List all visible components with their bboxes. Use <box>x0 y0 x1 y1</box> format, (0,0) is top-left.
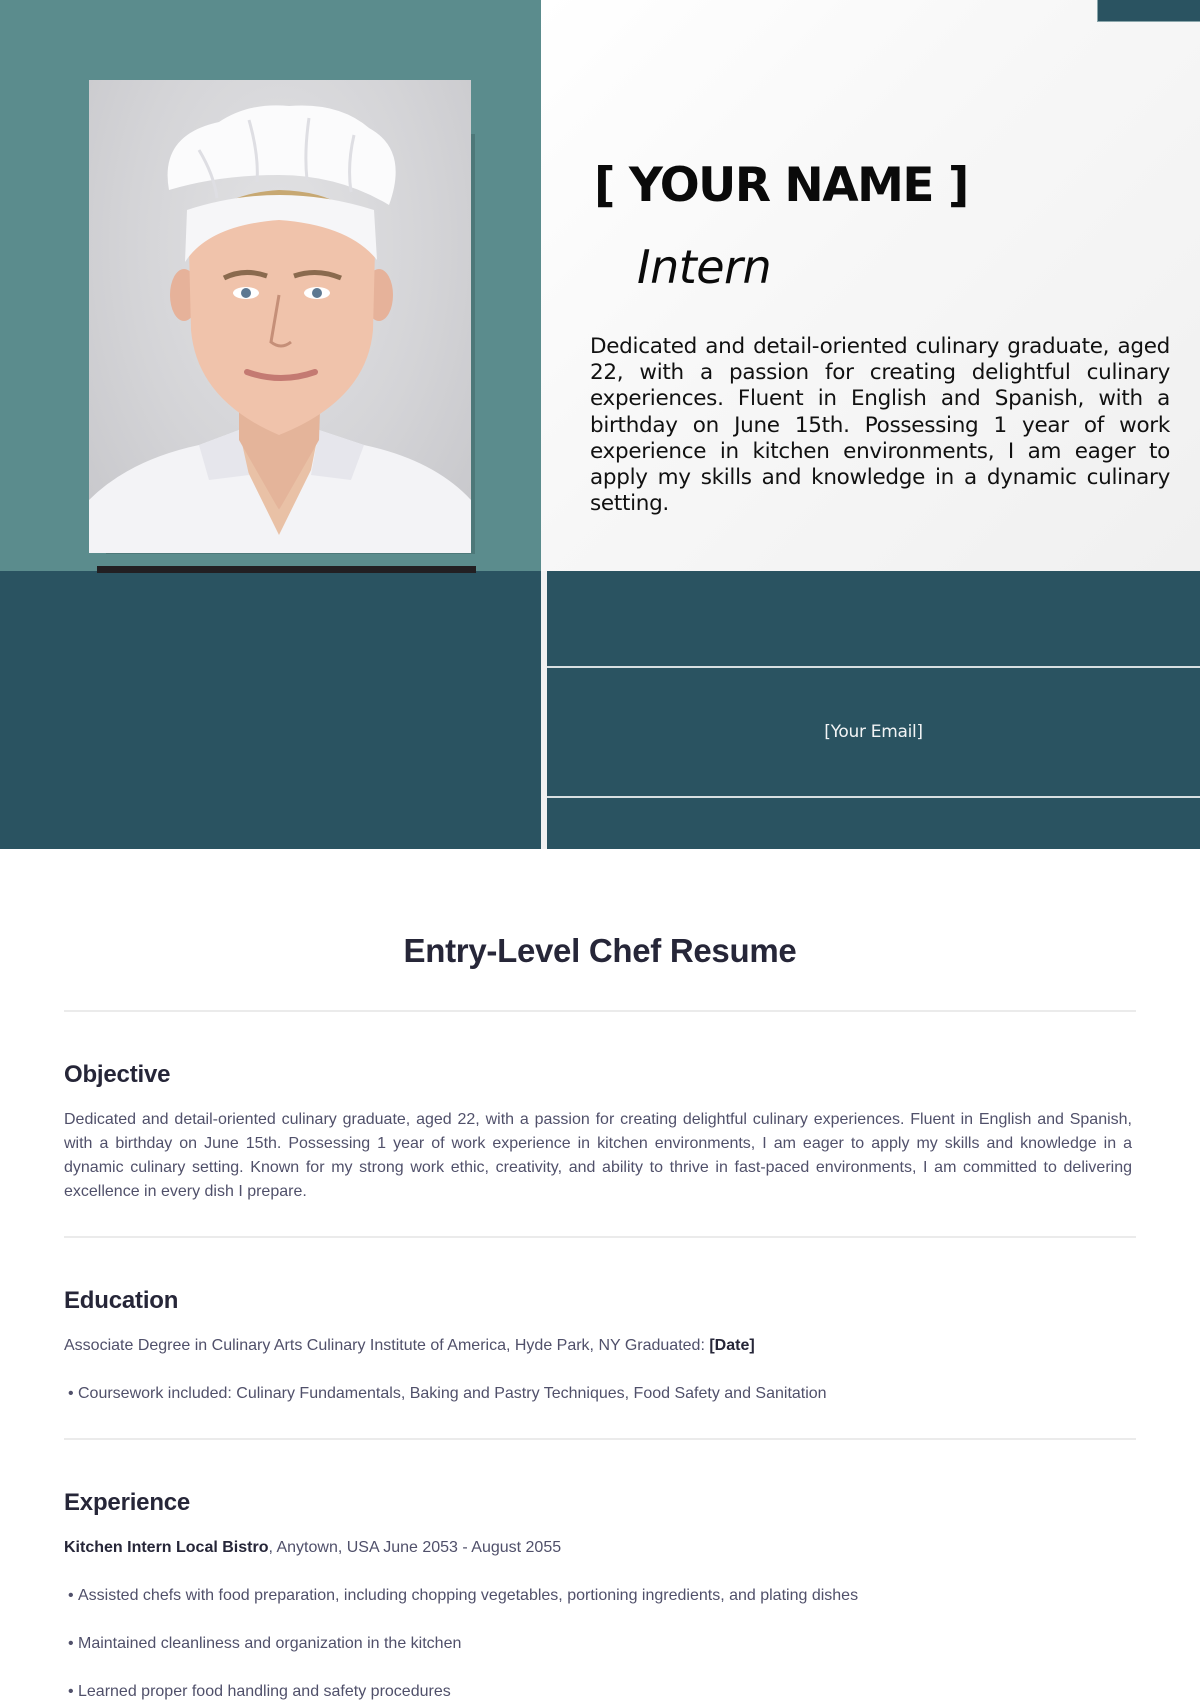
experience-heading: Experience <box>64 1489 191 1516</box>
candidate-role: Intern <box>637 240 772 294</box>
resume-body <box>64 849 1136 1700</box>
contact-band <box>547 571 1200 849</box>
photo-underline-bar <box>97 566 476 573</box>
chef-portrait-icon <box>89 80 471 553</box>
profile-photo <box>89 80 471 553</box>
bullet-icon: • <box>68 1683 74 1700</box>
objective-text: Dedicated and detail-oriented culinary graduate, aged 22, with a passion for creating delightful culinary experiences. Fluent in English and Spanish, with a birthday on June 15th. Possessing 1 year of work experience in kitchen environments, I am eager to apply my skills and knowledge in a dynamic culinary setting. Known for my strong work ethic, creativity, and ability to thrive in fast-paced environments, I am committed to delivering excellence in every dish I prepare. <box>64 1111 1132 1200</box>
bullet-text: Assisted chefs with food preparation, including chopping vegetables, portioning ingredients, and plating dishes <box>78 1587 859 1604</box>
degree-text: Associate Degree in Culinary Arts Culinary Institute of America, Hyde Park, NY Graduated: <box>64 1337 710 1354</box>
candidate-summary: Dedicated and detail-oriented culinary graduate, aged 22, with a passion for creating delightful culinary experiences. Fluent in English and Spanish, with a birthday on June 15th. Possessing 1 year of work experience in kitchen environments, I am eager to apply my skills and knowledge in a dynamic culinary setting. <box>590 334 1170 517</box>
bullet-icon: • <box>68 1587 74 1604</box>
contact-row-email <box>547 668 1200 796</box>
job-header <box>64 1536 1136 1560</box>
corner-accent <box>1097 0 1200 22</box>
education-section <box>64 1238 1136 1438</box>
graduation-date: [Date] <box>709 1337 755 1354</box>
education-heading: Education <box>64 1287 179 1314</box>
job-details: , Anytown, USA June 2053 - August 2055 <box>268 1539 562 1556</box>
left-dark-panel <box>0 571 541 849</box>
bullet-text: Learned proper food handling and safety procedures <box>78 1683 451 1700</box>
bullet-icon: • <box>68 1635 74 1652</box>
resume-header <box>0 0 1200 849</box>
bullet-text: Coursework included: Culinary Fundamentals, Baking and Pastry Techniques, Food Safety and Sanitation <box>78 1385 827 1402</box>
bullet-icon: • <box>68 1385 74 1402</box>
contact-row-3 <box>547 798 1200 849</box>
email-text[interactable]: [Your Email] <box>824 722 923 742</box>
objective-heading: Objective <box>64 1061 171 1088</box>
experience-section <box>64 1440 1136 1700</box>
experience-bullet <box>64 1632 1136 1656</box>
experience-bullet <box>64 1680 1136 1700</box>
experience-bullet <box>64 1584 1136 1608</box>
bullet-text: Maintained cleanliness and organization in the kitchen <box>78 1635 462 1652</box>
job-title: Kitchen Intern Local Bistro <box>64 1539 269 1556</box>
objective-section <box>64 1012 1136 1236</box>
contact-row-1 <box>547 571 1200 666</box>
education-degree <box>64 1334 1136 1358</box>
education-bullet <box>64 1382 1136 1406</box>
candidate-name: [ YOUR NAME ] <box>594 158 968 213</box>
document-title: Entry-Level Chef Resume <box>403 932 797 969</box>
